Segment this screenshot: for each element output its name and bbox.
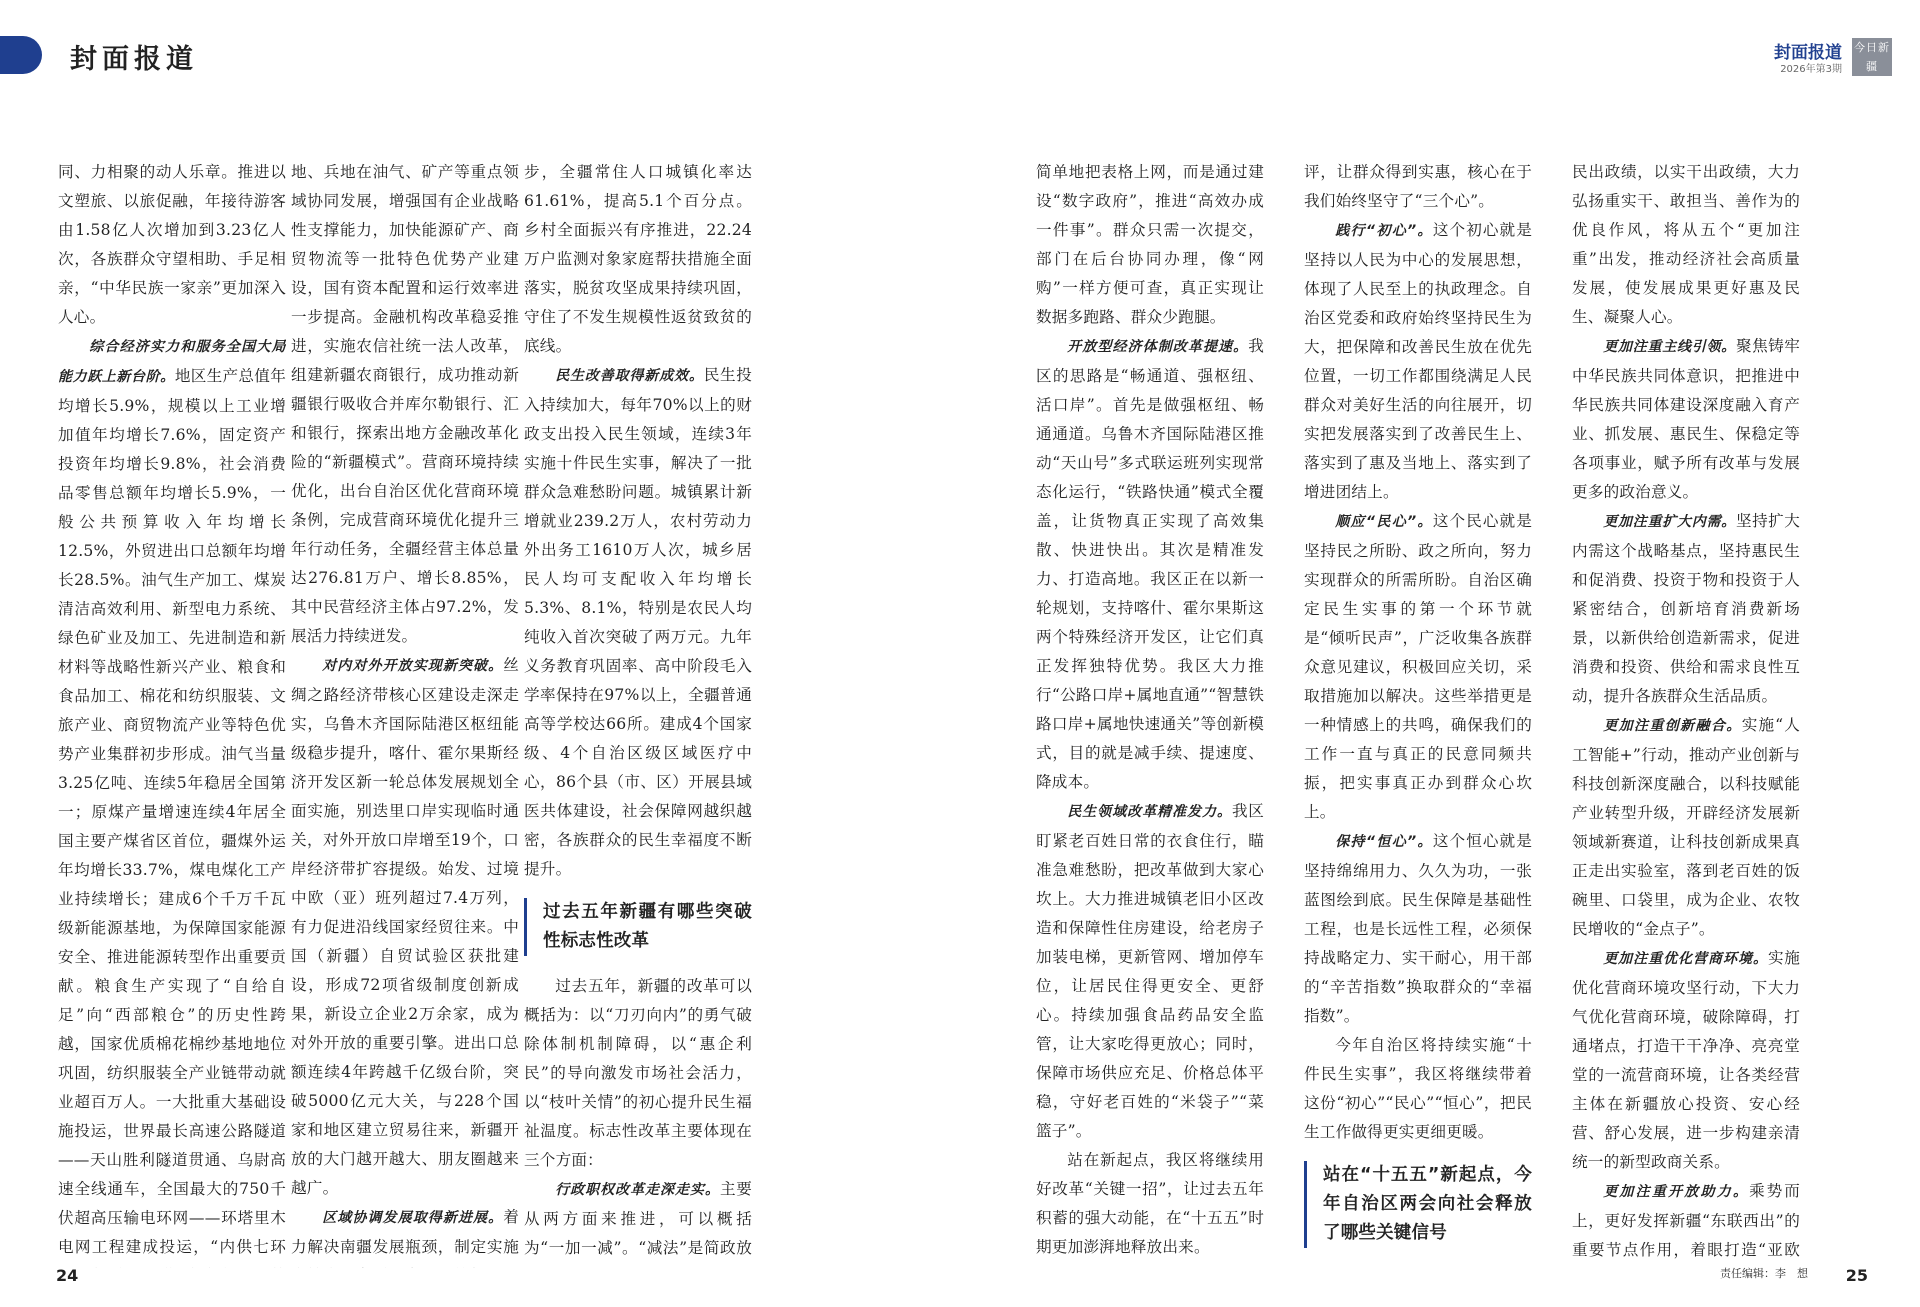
paragraph-lead-in: 更加注重主线引领。	[1603, 339, 1737, 355]
paragraph-lead-in: 更加注重扩大内需。	[1603, 514, 1737, 530]
magazine-logo-badge: 今日新疆	[1852, 38, 1892, 76]
article-paragraph	[291, 1203, 519, 1268]
article-column-2	[291, 158, 519, 1268]
article-paragraph	[1036, 332, 1264, 797]
section-tab-marker	[0, 36, 42, 74]
right-page	[960, 0, 1920, 1307]
magazine-section-brand: 封面报道	[1774, 43, 1842, 63]
section-title: 封面报道	[70, 44, 198, 75]
article-paragraph	[1572, 158, 1800, 332]
paragraph-text: 乘势而上，更好发挥新疆“东联西出”的重要节点作用，着眼打造“亚欧	[1572, 1182, 1800, 1259]
paragraph-lead-in: 更加注重开放助力。	[1603, 1184, 1750, 1200]
paragraph-text: 今年自治区将持续实施“十件民生实事”，我区将继续带着这份“初心”“民心”“恒心”，把民生工作做得更实更细更暖。	[1304, 1036, 1532, 1141]
article-paragraph	[1304, 1264, 1532, 1268]
paragraph-lead-in: 综合经济实力和服务全国大局能力跃上新台阶。	[58, 339, 286, 385]
article-paragraph	[1572, 507, 1800, 711]
paragraph-text: 我区的思路是“畅通道、强枢纽、活口岸”。首先是做强枢纽、畅通通道。乌鲁木齐国际陆港区推动“天山号”多式联运班列实现常态化运行，“铁路快通”模式全覆盖，让货物真正实现了高效集散、快进快出。其次是精准发力、打造高地。我区正在以新一轮规划，支持喀什、霍尔果斯这两个特殊经济开发区，让它们真正发挥独特优势。我区大力推行“公路口岸+属地直通”“智慧铁路口岸+属地快速通关”等创新模式，目的就是减手续、提速度、降成本。	[1036, 337, 1264, 791]
paragraph-text: 这个初心就是坚持以人民为中心的发展思想，体现了人民至上的执政理念。自治区党委和政府始终坚持民生为大，把保障和改善民生放在优先位置，一切工作都围绕满足人民群众对美好生活的向往展开，切实把发展落实到了改善民生上、落实到了惠及当地上、落实到了增进团结上。	[1304, 221, 1532, 501]
article-paragraph	[1572, 332, 1800, 507]
article-column-3	[524, 158, 752, 1268]
paragraph-text: 站在新起点，我区将继续用好改革“关键一招”，让过去五年积蓄的强大动能，在“十五五”时期更加澎湃地释放出来。	[1036, 1151, 1264, 1256]
paragraph-text: 民出政绩，以实干出政绩，大力弘扬重实干、敢担当、善作为的优良作风，将从五个“更加注重”出发，推动经济社会高质量发展，使发展成果更好惠及民生、凝聚人心。	[1572, 163, 1800, 326]
article-paragraph	[1036, 797, 1264, 1146]
paragraph-lead-in: 民生领域改革精准发力。	[1067, 804, 1232, 820]
paragraph-text: 着力解决南疆发展瓶颈，制定实施	[291, 1208, 519, 1256]
subheading: 站在“十五五”新起点，今年自治区两会向社会释放了哪些关键信号	[1304, 1161, 1532, 1248]
paragraph-lead-in: 对内对外开放实现新突破。	[322, 658, 504, 674]
paragraph-lead-in: 区域协调发展取得新进展。	[322, 1210, 504, 1226]
issue-label: 2026年第3期	[1780, 64, 1842, 75]
paragraph-text: 主要从两方面来推进，可以概括为“一加一减”。“减法”是简政放	[524, 1180, 752, 1257]
article-paragraph	[1304, 507, 1532, 827]
paragraph-text: 坚持扩大内需这个战略基点，坚持惠民生和促消费、投资于物和投资于人紧密结合，创新培育消费新场景，以新供给创造新需求，促进消费和投资、供给和需求良性互动，提升各族群众生活品质。	[1572, 512, 1800, 705]
paragraph-text: 地、兵地在油气、矿产等重点领域协同发展，增强国有企业战略性支撑能力，加快能源矿产、商贸物流等一批特色优势产业建设，国有资本配置和运行效率进一步提高。金融机构改革稳妥推进，实施农信社统一法人改革，组建新疆农商银行，成功推动新疆银行吸收合并库尔勒银行、汇和银行，探索出地方金融改革化险的“新疆模式”。营商环境持续优化，出台自治区优化营商环境条例，完成营商环境优化提升三年行动任务，全疆经营主体总量达276.81万户、增长8.85%，其中民营经济主体占97.2%，发展活力持续迸发。	[291, 163, 519, 645]
paragraph-text: 过去五年，新疆的改革可以概括为：以“刀刃向内”的勇气破除体制机制障碍，以“惠企利民”的导向激发市场社会活力，以“枝叶关情”的初心提升民生福祉温度。标志性改革主要体现在三个方面：	[524, 977, 752, 1169]
page-number-left: 24	[56, 1266, 79, 1285]
article-paragraph	[1304, 827, 1532, 1031]
article-column-1	[58, 158, 286, 1268]
article-paragraph	[1304, 158, 1532, 216]
paragraph-text: 这个民心就是坚持民之所盼、政之所向，努力实现群众的所需所盼。自治区确定民生实事的第一个环节就是“倾听民声”，广泛收集各族群众意见建议，积极回应关切，采取措施加以解决。这些举措更是一种情感上的共鸣，确保我们的工作一直与真正的民意同频共振，把实事真正办到群众心坎上。	[1304, 512, 1532, 821]
article-paragraph	[291, 651, 519, 1203]
paragraph-lead-in: 顺应“民心”。	[1335, 514, 1433, 530]
page-number-right: 25	[1845, 1266, 1868, 1285]
paragraph-lead-in: 更加注重优化营商环境。	[1603, 951, 1768, 967]
article-paragraph	[524, 158, 752, 361]
article-paragraph	[58, 158, 286, 332]
article-paragraph	[524, 361, 752, 884]
paragraph-text: 地区生产总值年均增长5.9%，规模以上工业增加值年均增长7.6%，固定资产投资年均增长9.8%，社会消费品零售总额年均增长5.9%，一般公共预算收入年均增长12.5%，外贸进出口总额年均增长28.5%。油气生产加工、煤炭清洁高效利用、新型电力系统、绿色矿业及加工、先进制造和新材料等战略性新兴产业、粮食和食品加工、棉花和纺织服装、文旅产业、商贸物流产业等特色优势产业集群初步形成。油气当量3.25亿吨、连续5年稳居全国第一；原煤产量增速连续4年居全国主要产煤省区首位，疆煤外运年均增长33.7%，煤电煤化工产业持续增长；建成6个千万千瓦级新能源基地，为保障国家能源安全、推进能源转型作出重要贡献。粮食生产实现了“自给自足”向“西部粮仓”的历史性跨越，国家优质棉花棉纱基地地位巩固，纺织服装全产业链带动就业超百万人。一大批重大基础设施投运，世界最长高速公路隧道——天山胜利隧道贯通、乌尉高速全线通车，全国最大的750千伏超高压输电环网——环塔里木电网工程建成投运，“内供七环	[58, 367, 286, 1256]
paragraph-text: 同、力相聚的动人乐章。推进以文塑旅、以旅促融，年接待游客由1.58亿人次增加到3.23亿人次，各族群众守望相助、手足相亲，“中华民族一家亲”更加深入人心。	[58, 163, 286, 326]
article-paragraph	[524, 1175, 752, 1268]
paragraph-lead-in: 行政职权改革走深走实。	[555, 1182, 720, 1198]
paragraph-text: 我区盯紧老百姓日常的衣食住行，瞄准急难愁盼，把改革做到大家心坎上。大力推进城镇老旧小区改造和保障性住房建设，给老房子加装电梯，更新管网、增加停车位，让居民住得更安全、更舒心。持续加强食品药品安全监管，让大家吃得更放心；同时，保障市场供应充足、价格总体平稳，守好老百姓的“米袋子”“菜篮子”。	[1036, 802, 1264, 1140]
article-paragraph	[1572, 711, 1800, 944]
article-paragraph	[1304, 1031, 1532, 1147]
article-column-6	[1572, 158, 1800, 1268]
article-paragraph	[1036, 1146, 1264, 1262]
article-paragraph	[1572, 1177, 1800, 1268]
paragraph-lead-in: 开放型经济体制改革提速。	[1067, 339, 1249, 355]
paragraph-lead-in: 保持“恒心”。	[1335, 834, 1433, 850]
paragraph-text: 简单地把表格上网，而是通过建设“数字政府”，推进“高效办成一件事”。群众只需一次提交，部门在后台协同办理，像“网购”一样方便可查，真正实现让数据多跑路、群众少跑腿。	[1036, 163, 1264, 326]
paragraph-text: 民生投入持续加大，每年70%以上的财政支出投入民生领域，连续3年实施十件民生实事，解决了一批群众急难愁盼问题。城镇累计新增就业239.2万人，农村劳动力外出务工1610万人次，城乡居民人均可支配收入年均增长5.3%、8.1%，特别是农民人均纯收入首次突破了两万元。九年义务教育巩固率、高中阶段毛入学率保持在97%以上，全疆普通高等学校达66所。建成4个国家级、4个自治区级区域医疗中心，86个县（市、区）开展县域医共体建设，社会保障网越织越密，各族群众的民生幸福度不断提升。	[524, 366, 752, 878]
subheading: 过去五年新疆有哪些突破性标志性改革	[524, 898, 752, 956]
article-paragraph	[1572, 944, 1800, 1177]
paragraph-lead-in: 民生改善取得新成效。	[555, 368, 704, 384]
article-paragraph	[1036, 158, 1264, 332]
article-paragraph	[58, 332, 286, 1268]
paragraph-text: 实施“人工智能+”行动，推动产业创新与科技创新深度融合，以科技赋能产业转型升级，开辟经济发展新领域新赛道，让科技创新成果真正走出实验室，落到老百姓的饭碗里、口袋里，成为企业、农牧民增收的“金点子”。	[1572, 716, 1800, 938]
paragraph-text: 步，全疆常住人口城镇化率达61.61%，提高5.1个百分点。乡村全面振兴有序推进，22.24万户监测对象家庭帮扶措施全面落实，脱贫攻坚成果持续巩固，守住了不发生规模性返贫致贫的底线。	[524, 163, 752, 355]
paragraph-lead-in: 践行“初心”。	[1335, 223, 1433, 239]
paragraph-text: 这个恒心就是坚持绵绵用力、久久为功，一张蓝图绘到底。民生保障是基础性工程，也是长远性工程，必须保持战略定力、实干耐心，用干部的“辛苦指数”换取群众的“幸福指数”。	[1304, 832, 1532, 1025]
paragraph-text: 评，让群众得到实惠，核心在于我们始终坚守了“三个心”。	[1304, 163, 1532, 210]
responsible-editor: 责任编辑：李 想	[1720, 1267, 1808, 1280]
article-paragraph	[524, 972, 752, 1175]
article-column-5	[1304, 158, 1532, 1268]
paragraph-lead-in: 更加注重创新融合。	[1603, 718, 1742, 734]
article-column-4	[1036, 158, 1264, 1268]
paragraph-text: 丝绸之路经济带核心区建设走深走实，乌鲁木齐国际陆港区枢纽能级稳步提升，喀什、霍尔果斯经济开发区新一轮总体发展规划全面实施，别迭里口岸实现临时通关，对外开放口岸增至19个，口岸经济带扩容提级。始发、过境中欧（亚）班列超过7.4万列，有力促进沿线国家经贸往来。中国（新疆）自贸试验区获批建设，形成72项省级制度创新成果，新设立企业2万余家，成为对外开放的重要引擎。进出口总额连续4年跨越千亿级台阶，突破5000亿元大关，与228个国家和地区建立贸易往来，新疆开放的大门越开越大、朋友圈越来越广。	[291, 656, 519, 1197]
article-paragraph	[1304, 216, 1532, 507]
paragraph-text: 聚焦铸牢中华民族共同体意识，把推进中华民族共同体建设深度融入育产业、抓发展、惠民生、保稳定等各项事业，赋予所有改革与发展更多的政治意义。	[1572, 337, 1800, 501]
paragraph-text: 实施优化营商环境攻坚行动，下大力气优化营商环境，破除障碍，打通堵点，打造干干净净、亮亮堂堂的一流营商环境，让各类经营主体在新疆放心投资、安心经营、舒心发展，进一步构建亲清统一的新型政商关系。	[1572, 949, 1800, 1171]
article-paragraph	[291, 158, 519, 651]
